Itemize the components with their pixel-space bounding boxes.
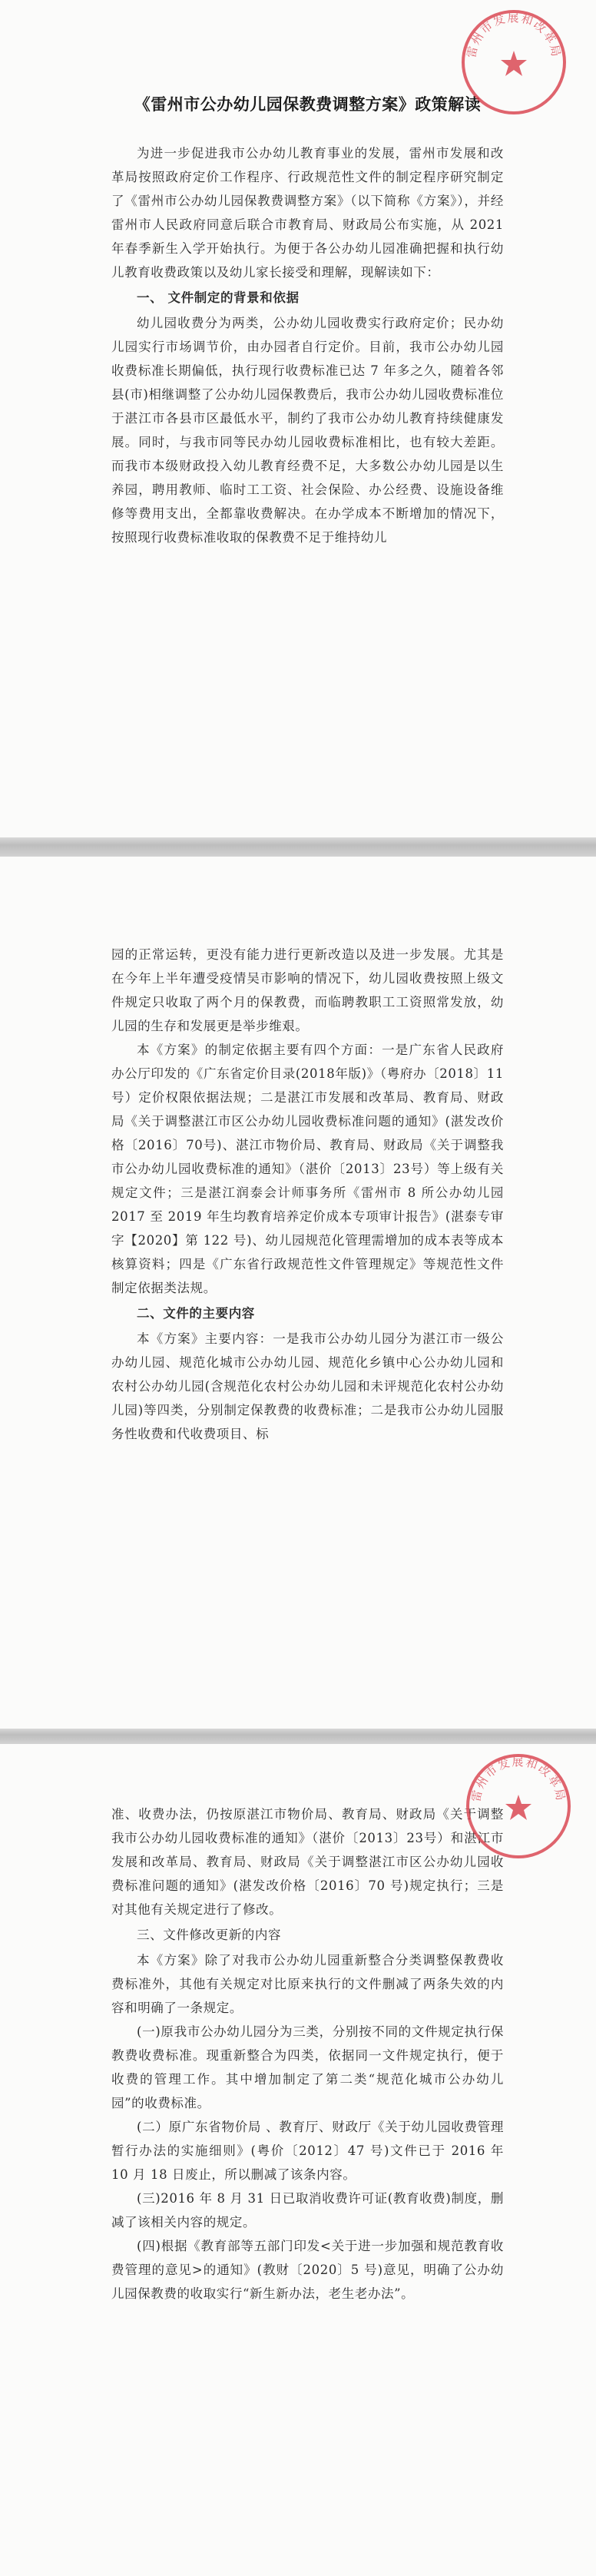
page-separator (0, 837, 596, 857)
section-3-paragraph-1: 本《方案》除了对我市公办幼儿园重新整合分类调整保教费收费标准外，其他有关规定对比原来执行的文件删减了两条失效的内容和明确了一条规定。 (111, 1953, 504, 2015)
section-3-item-3: (三)2016 年 8 月 31 日已取消收费许可证(教育收费)制度，删减了该相关内容的规定。 (111, 2191, 504, 2230)
section-3-item-1: (一)原我市公办幼儿园分为三类，分别按不同的文件规定执行保教费收费标准。现重新整合为四类，依据同一文件规定执行，便于收费的管理工作。其中增加制定了第二类“规范化城市公办幼儿园”的收费标准。 (111, 2024, 504, 2110)
document-page-2 (0, 857, 596, 1729)
document-page-1 (0, 0, 596, 837)
intro-paragraph: 为进一步促进我市公办幼儿教育事业的发展，雷州市发展和改革局按照政府定价工作程序、行政规范性文件的制定程序研究制定了《雷州市公办幼儿园保教费调整方案》（以下简称《方案》），并经雷州市人民政府同意后联合市教育局、财政局公布实施，从 2021 年春季新生入学开始执行。为便于各公办幼儿园准确把握和执行幼儿教育收费政策以及幼儿家长接受和理解，现解读如下： (111, 146, 504, 280)
document-page-3 (0, 1744, 596, 2576)
section-2-paragraph-1-continued: 准、收费办法，仍按原湛江市物价局、教育局、财政局《关于调整我市公办幼儿园收费标准的通知》（湛价〔2013〕23号）和湛江市发展和改革局、教育局、财政局《关于调整湛江市区公办幼儿园收费标准问题的通知》(湛发改价格〔2016〕70 号)规定执行；三是对其他有关规定进行了修改。 (111, 1807, 504, 1917)
official-seal-stamp (462, 1750, 574, 1862)
section-3-item-4: (四)根据《教育部等五部门印发<关于进一步加强和规范教育收费管理的意见>的通知》(教财〔2020〕5 号)意见，明确了公办幼儿园保教费的收取实行“新生新办法，老生老办法”。 (111, 2239, 504, 2301)
page-separator (0, 1729, 596, 1744)
section-3-item-2: (二）原广东省物价局 、教育厅、财政厅《关于幼儿园收费管理暂行办法的实施细则》(粤价〔2012〕47 号)文件已于 2016 年 10 月 18 日废止，所以删减了该条内容。 (111, 2120, 504, 2182)
document-title: 《雷州市公办幼儿园保教费调整方案》政策解读 (134, 94, 482, 114)
official-seal-stamp (458, 6, 570, 118)
section-2-paragraph-1: 本《方案》主要内容：一是我市公办幼儿园分为湛江市一级公办幼儿园、规范化城市公办幼儿园、规范化乡镇中心公办幼儿园和农村公办幼儿园(含规范化农村公办幼儿园和未评规范化农村公办幼儿园)等四类，分别制定保教费的收费标准；二是我市公办幼儿园服务性收费和代收费项目、标 (111, 1331, 504, 1441)
section-1-paragraph-1: 幼儿园收费分为两类，公办幼儿园收费实行政府定价；民办幼儿园实行市场调节价，由办园者自行定价。目前，我市公办幼儿园收费标准长期偏低，执行现行收费标准已达 7 年多之久，随着各邻县(市)相继调整了公办幼儿园保教费后，我市公办幼儿园收费标准位于湛江市各县市区最低水平，制约了我市公办幼儿教育持续健康发展。同时，与我市同等民办幼儿园收费标准相比，也有较大差距。而我市本级财政投入幼儿教育经费不足，大多数公办幼儿园是以生养园，聘用教师、临时工工资、社会保险、办公经费、设施设备维修等费用支出，全都靠收费解决。在办学成本不断增加的情况下，按照现行收费标准收取的保教费不足于维持幼儿 (111, 316, 504, 545)
section-2-heading: 二、文件的主要内容 (137, 1306, 255, 1321)
seal-text: 雷州市发展和改革局 (469, 1755, 568, 1803)
seal-text: 雷州市发展和改革局 (464, 11, 564, 59)
section-1-heading: 一、 文件制定的背景和依据 (137, 290, 300, 305)
section-3-heading: 三、文件修改更新的内容 (137, 1928, 282, 1942)
section-1-paragraph-1-continued: 园的正常运转，更没有能力进行更新改造以及进一步发展。尤其是在今年上半年遭受疫情吴市影响的情况下，幼儿园收费按照上级文件规定只收取了两个月的保教费，而临聘教职工工资照常发放，幼儿园的生存和发展更是举步维艰。 (111, 947, 504, 1033)
section-1-paragraph-2: 本《方案》的制定依据主要有四个方面：一是广东省人民政府办公厅印发的《广东省定价目录(2018年版)》（粤府办〔2018〕11号）定价权限依据法规；二是湛江市发展和改革局、教育局、财政局《关于调整湛江市区公办幼儿园收费标准问题的通知》(湛发改价格〔2016〕70号)、湛江市物价局、教育局、财政局《关于调整我市公办幼儿园收费标准的通知》（湛价〔2013〕23号）等上级有关规定文件；三是湛江润泰会计师事务所《雷州市 8 所公办幼儿园 2017 至 2019 年生均教育培养定价成本专项审计报告》(湛泰专审字【2020】第 122 号)、幼儿园规范化管理需增加的成本表等成本核算资料；四是《广东省行政规范性文件管理规定》等规范性文件制定依据类法规。 (111, 1043, 504, 1295)
